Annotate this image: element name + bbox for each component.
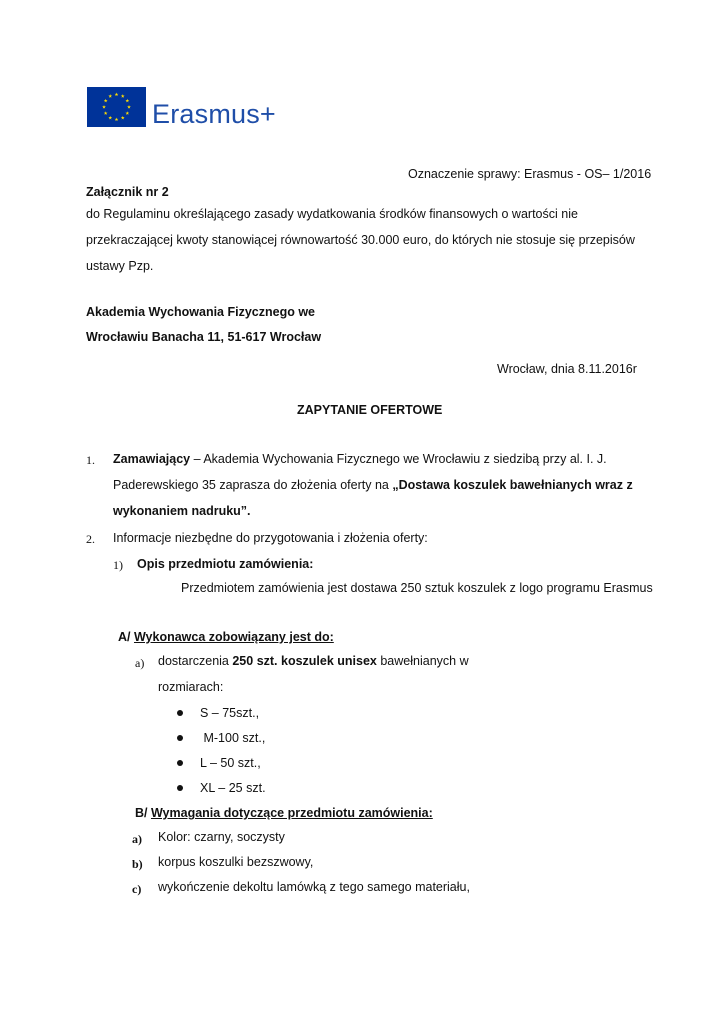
part-b-item-text: wykończenie dekoltu lamówką z tego samego materiału, xyxy=(158,880,470,894)
size-list-item xyxy=(177,731,265,745)
section-1-number: 1. xyxy=(86,453,95,467)
part-b-prefix: B/ xyxy=(135,806,151,820)
institution-line-2: Wrocławiu Banacha 11, 51-617 Wrocław xyxy=(86,330,322,344)
section-2-text: Informacje niezbędne do przygotowania i złożenia oferty: xyxy=(113,531,428,545)
part-a-item-line-1 xyxy=(158,654,469,668)
part-a-item-text-a: dostarczenia xyxy=(158,654,233,668)
part-b-item-letter: a) xyxy=(132,832,142,846)
size-text: M-100 szt., xyxy=(200,731,266,745)
bullet-icon xyxy=(177,710,183,716)
bullet-icon xyxy=(177,735,183,741)
section-1-line-1 xyxy=(113,452,607,466)
eu-flag-icon xyxy=(87,87,146,127)
attachment-line-3: ustawy Pzp. xyxy=(86,259,154,273)
part-b-heading xyxy=(135,806,433,820)
part-b-item-letter: b) xyxy=(132,857,143,871)
erasmus-logo-wordmark: Erasmus+ xyxy=(152,99,276,129)
part-b-item-letter: c) xyxy=(132,882,142,896)
attachment-line-1: do Regulaminu określającego zasady wydatkowania środków finansowych o wartości nie xyxy=(86,207,578,221)
section-2-number: 2. xyxy=(86,532,95,546)
place-and-date: Wrocław, dnia 8.11.2016r xyxy=(497,362,637,376)
bullet-icon xyxy=(177,785,183,791)
institution-line-1: Akademia Wychowania Fizycznego we xyxy=(86,305,316,319)
case-reference: Oznaczenie sprawy: Erasmus - OS– 1/2016 xyxy=(408,167,652,181)
sub-1-text: Przedmiotem zamówienia jest dostawa 250 sztuk koszulek z logo programu Erasmus xyxy=(181,581,653,595)
part-b-title: Wymagania dotyczące przedmiotu zamówienia: xyxy=(150,806,433,820)
section-1-text-a: – Akademia Wychowania Fizycznego we Wrocławiu z siedzibą przy al. I. J. xyxy=(190,452,607,466)
size-text: L – 50 szt., xyxy=(200,756,261,770)
part-b-item-text: korpus koszulki bezszwowy, xyxy=(158,855,314,869)
section-1-text-b: Paderewskiego 35 zaprasza do złożenia oferty na xyxy=(113,478,393,492)
sub-1-title: Opis przedmiotu zamówienia: xyxy=(137,557,314,571)
section-1-line-2 xyxy=(113,478,633,492)
part-a-prefix: A/ xyxy=(118,630,134,644)
part-a-heading xyxy=(118,630,334,644)
part-a-item-line-2: rozmiarach: xyxy=(158,680,224,694)
document-heading: ZAPYTANIE OFERTOWE xyxy=(297,403,443,417)
section-1-label: Zamawiający xyxy=(113,452,191,466)
part-a-title: Wykonawca zobowiązany jest do: xyxy=(133,630,334,644)
attachment-line-2: przekraczającej kwoty stanowiącej równowartość 30.000 euro, do których nie stosuje się przepisów xyxy=(86,233,635,247)
section-1-line-3: wykonaniem nadruku”. xyxy=(113,504,251,518)
attachment-title: Załącznik nr 2 xyxy=(86,185,169,199)
part-a-item-bold: 250 szt. koszulek unisex xyxy=(232,654,377,668)
size-list-item xyxy=(177,756,261,770)
section-1-bold-b: „Dostawa koszulek bawełnianych wraz z xyxy=(392,478,633,492)
part-a-item-letter: a) xyxy=(135,656,145,670)
part-b-item-text: Kolor: czarny, soczysty xyxy=(158,830,285,844)
size-text: S – 75szt., xyxy=(200,706,260,720)
part-a-item-text-b: bawełnianych w xyxy=(376,654,469,668)
size-list-item xyxy=(177,706,259,720)
size-text: XL – 25 szt. xyxy=(200,781,266,795)
size-list-item xyxy=(177,781,266,795)
sub-1-number: 1) xyxy=(113,558,123,572)
bullet-icon xyxy=(177,760,183,766)
